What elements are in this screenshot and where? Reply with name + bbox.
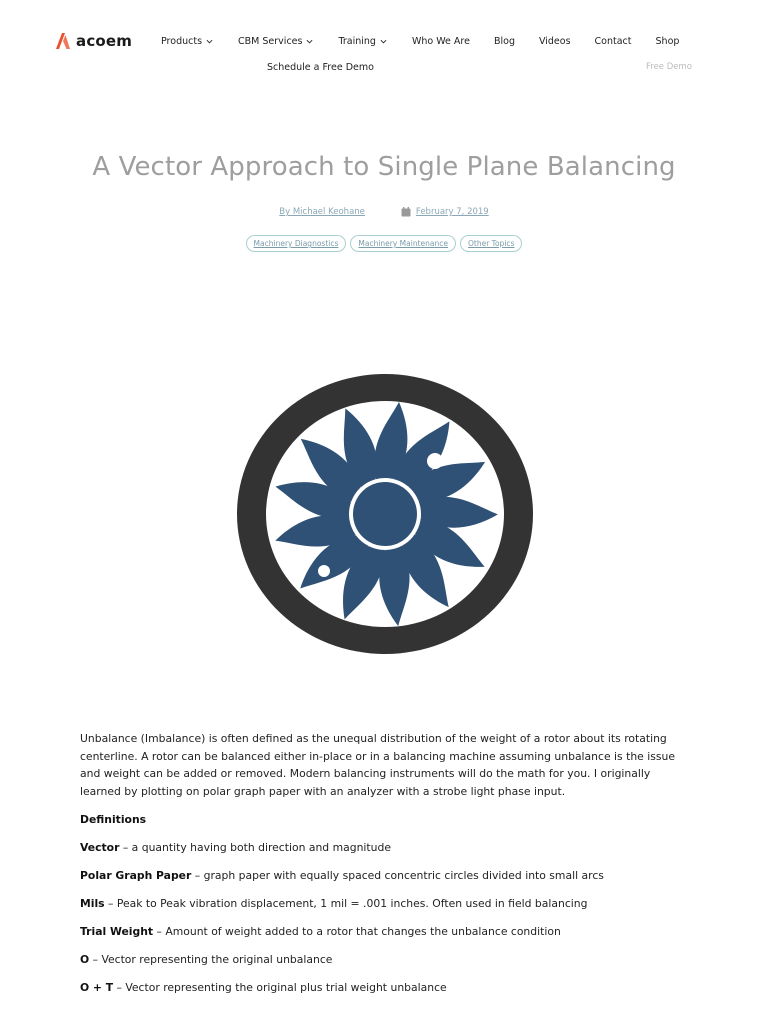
- definitions-heading: Definitions: [80, 812, 147, 826]
- chevron-down-icon: [306, 38, 313, 45]
- nav-who-we-are[interactable]: [412, 36, 470, 47]
- calendar-icon: [401, 207, 411, 217]
- nav-training[interactable]: [338, 36, 387, 47]
- tag-machinery-diagnostics[interactable]: Machinery Diagnostics: [246, 235, 347, 252]
- article-meta: [0, 207, 768, 217]
- rotor-fan-illustration: [236, 373, 534, 655]
- site-header: [0, 0, 768, 90]
- article-title: A Vector Approach to Single Plane Balancing: [92, 152, 676, 182]
- tag-machinery-maintenance[interactable]: Machinery Maintenance: [350, 235, 456, 252]
- nav-blog[interactable]: [494, 36, 515, 47]
- author-link[interactable]: By Michael Keohane: [279, 207, 365, 217]
- nav-products-label: Products: [161, 36, 203, 47]
- nav-blog-label: Blog: [493, 36, 515, 47]
- nav-products[interactable]: [161, 36, 213, 47]
- date-wrap: [401, 207, 489, 217]
- nav-training-label: Training: [338, 36, 376, 47]
- nav-shop[interactable]: [656, 36, 680, 47]
- brand-logo[interactable]: [55, 32, 132, 50]
- article-body: [80, 730, 690, 1007]
- definition-item: Polar Graph Paper – graph paper with equally spaced concentric circles divided into small arcs: [80, 868, 604, 882]
- nav-cbm-services[interactable]: [238, 36, 313, 47]
- definition-item: O + T – Vector representing the original plus trial weight unbalance: [80, 980, 447, 994]
- nav-videos-label: Videos: [538, 36, 571, 47]
- balance-weight-marker: [427, 453, 443, 469]
- date-link[interactable]: February 7, 2019: [415, 207, 489, 217]
- nav-contact-label: Contact: [594, 36, 632, 47]
- balance-weight-marker: [318, 565, 330, 577]
- main-nav: [161, 36, 679, 47]
- intro-paragraph: Unbalance (Imbalance) is often defined as the unequal distribution of the weight of a rotor about its rotating centerline. A rotor can be balanced either in-place or in a balancing machine assuming unbalance is the issue and weight can be added or removed. Modern balancing instruments will do the math for you. I originally learned by plotting on polar graph paper with an analyzer with a strobe light phase input.: [80, 732, 675, 799]
- nav-contact[interactable]: [595, 36, 632, 47]
- free-demo-button[interactable]: Free Demo: [646, 62, 692, 72]
- tag-list: [0, 235, 768, 252]
- definition-item: O – Vector representing the original unbalance: [80, 952, 333, 966]
- schedule-demo-link[interactable]: Schedule a Free Demo: [267, 62, 374, 73]
- nav-who-label: Who We Are: [411, 36, 470, 47]
- chevron-down-icon: [206, 38, 213, 45]
- tag-other-topics[interactable]: Other Topics: [460, 235, 522, 252]
- nav-cbm-label: CBM Services: [238, 36, 303, 47]
- nav-videos[interactable]: [539, 36, 571, 47]
- brand-name: acoem: [76, 32, 133, 50]
- definition-item: Vector – a quantity having both direction and magnitude: [80, 840, 391, 854]
- nav-shop-label: Shop: [655, 36, 680, 47]
- definition-item: Trial Weight – Amount of weight added to a rotor that changes the unbalance condition: [80, 924, 561, 938]
- chevron-down-icon: [380, 38, 387, 45]
- rotor-hub: [353, 482, 417, 546]
- definition-item: Mils – Peak to Peak vibration displacement, 1 mil = .001 inches. Often used in field balancing: [80, 896, 588, 910]
- acoem-logo-icon: [55, 32, 71, 50]
